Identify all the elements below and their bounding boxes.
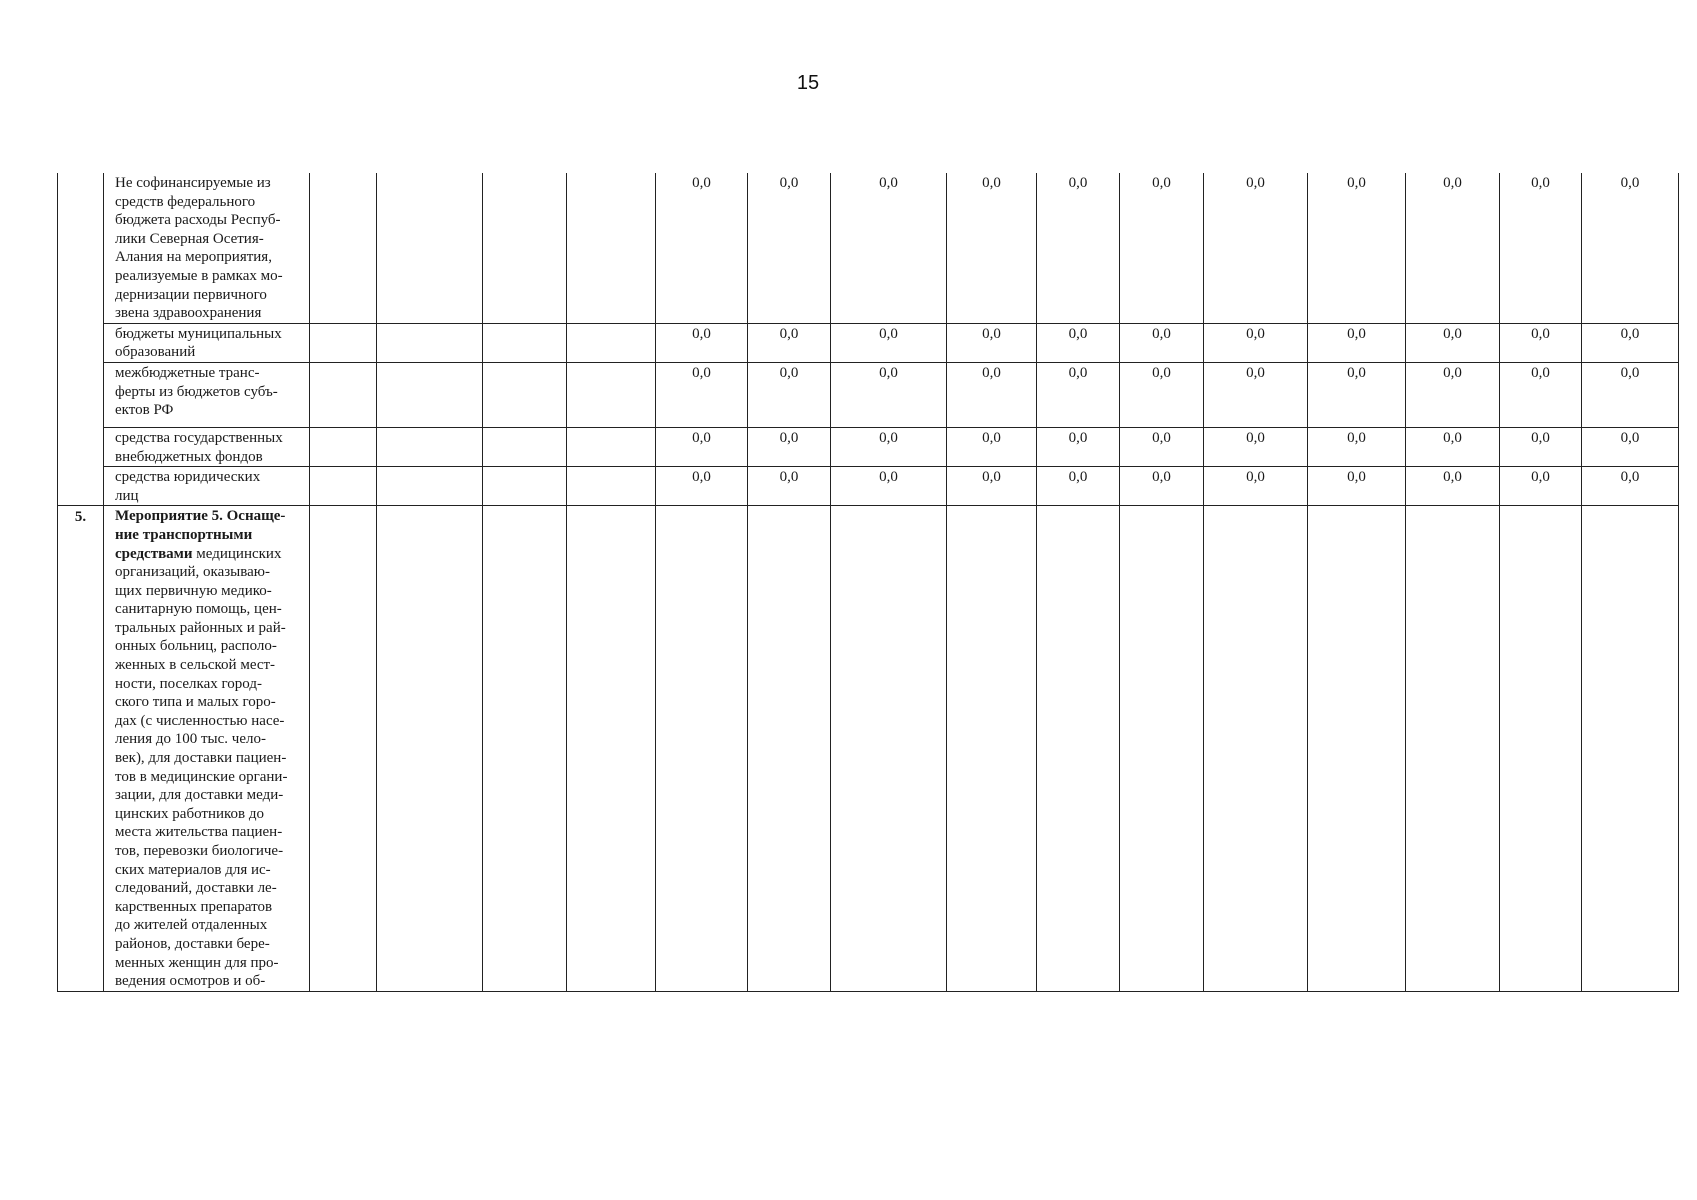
label-line: лиц <box>115 487 139 504</box>
value-cell: 0,0 <box>1308 467 1406 506</box>
label-line: средства государственных <box>115 429 283 446</box>
value-cell: 0,0 <box>1037 323 1120 362</box>
value-cell: 0,0 <box>1204 173 1308 323</box>
empty-cell <box>310 427 377 466</box>
text: онных больниц, располо- <box>115 638 277 655</box>
text: щих первичную медико- <box>115 582 272 599</box>
label-line: образований <box>115 344 196 361</box>
value-cell: 0,0 <box>1500 173 1582 323</box>
empty-cell <box>1120 506 1204 991</box>
empty-cell <box>377 427 483 466</box>
empty-cell <box>483 323 567 362</box>
label-line: ферты из бюджетов субъ- <box>115 383 278 400</box>
description-line <box>115 768 304 787</box>
bold-text: Мероприятие 5. Оснаще- <box>115 508 286 525</box>
description-line <box>115 656 304 675</box>
value-cell: 0,0 <box>831 323 947 362</box>
funding-source-label <box>104 362 310 427</box>
value-cell: 0,0 <box>947 173 1037 323</box>
label-line: Не софинансируемые из <box>115 175 271 191</box>
label-line: ектов РФ <box>115 402 174 419</box>
empty-cell <box>483 467 567 506</box>
text: зации, для доставки меди- <box>115 787 284 804</box>
empty-cell <box>377 467 483 506</box>
value-cell: 0,0 <box>1204 323 1308 362</box>
value-cell: 0,0 <box>1406 467 1500 506</box>
empty-cell <box>310 362 377 427</box>
value-cell: 0,0 <box>1037 362 1120 427</box>
table-row <box>58 362 1679 427</box>
empty-cell <box>310 173 377 323</box>
row-number-cell <box>58 362 104 427</box>
value-cell: 0,0 <box>1204 467 1308 506</box>
value-cell: 0,0 <box>1406 427 1500 466</box>
value-cell: 0,0 <box>947 427 1037 466</box>
value-cell: 0,0 <box>947 323 1037 362</box>
financing-table <box>57 173 1679 992</box>
value-cell: 0,0 <box>1500 323 1582 362</box>
text: ведения осмотров и об- <box>115 973 266 990</box>
value-cell: 0,0 <box>1308 173 1406 323</box>
value-cell: 0,0 <box>1500 467 1582 506</box>
description-line <box>115 582 304 601</box>
value-cell: 0,0 <box>1582 173 1679 323</box>
text: ности, поселках город- <box>115 675 262 692</box>
text: медицинских <box>192 545 282 562</box>
value-cell: 0,0 <box>656 427 748 466</box>
description-line <box>115 823 304 842</box>
description-line <box>115 600 304 619</box>
text: следований, доставки ле- <box>115 880 277 897</box>
value-cell: 0,0 <box>1037 173 1120 323</box>
measure-5-row <box>58 506 1679 991</box>
description-line <box>115 545 304 564</box>
text: тов, перевозки биологиче- <box>115 843 284 859</box>
empty-cell <box>947 506 1037 991</box>
value-cell: 0,0 <box>748 362 831 427</box>
table-row <box>58 323 1679 362</box>
empty-cell <box>831 506 947 991</box>
row-number-cell <box>58 323 104 362</box>
label-line: бюджета расходы Респуб- <box>115 212 281 229</box>
empty-cell <box>1500 506 1582 991</box>
value-cell: 0,0 <box>1120 173 1204 323</box>
description-line <box>115 805 304 824</box>
empty-cell <box>310 467 377 506</box>
bold-text: ние транспортными <box>115 526 253 543</box>
value-cell: 0,0 <box>656 362 748 427</box>
value-cell: 0,0 <box>1204 362 1308 427</box>
value-cell: 0,0 <box>1582 323 1679 362</box>
text: места жительства пациен- <box>115 824 283 841</box>
empty-cell <box>377 323 483 362</box>
description-line <box>115 749 304 768</box>
label-line: внебюджетных фондов <box>115 448 263 465</box>
text: ских материалов для ис- <box>115 861 271 878</box>
description-line <box>115 879 304 898</box>
value-cell: 0,0 <box>1500 362 1582 427</box>
value-cell: 0,0 <box>1406 173 1500 323</box>
empty-cell <box>1204 506 1308 991</box>
description-line <box>115 954 304 973</box>
description-line <box>115 563 304 582</box>
description-line <box>115 730 304 749</box>
value-cell: 0,0 <box>1406 362 1500 427</box>
description-line <box>115 935 304 954</box>
value-cell: 0,0 <box>1308 362 1406 427</box>
value-cell: 0,0 <box>1037 467 1120 506</box>
text: менных женщин для про- <box>115 954 279 971</box>
empty-cell <box>483 506 567 991</box>
text: районов, доставки бере- <box>115 935 270 952</box>
empty-cell <box>483 173 567 323</box>
table-row <box>58 173 1679 323</box>
row-number-cell <box>58 427 104 466</box>
empty-cell <box>377 173 483 323</box>
text: карственных препаратов <box>115 898 273 915</box>
value-cell: 0,0 <box>1582 362 1679 427</box>
empty-cell <box>310 506 377 991</box>
text: ского типа и малых горо- <box>115 694 276 711</box>
value-cell: 0,0 <box>656 173 748 323</box>
empty-cell <box>1582 506 1679 991</box>
label-line: межбюджетные транс- <box>115 364 260 381</box>
table-row <box>58 467 1679 506</box>
empty-cell <box>1406 506 1500 991</box>
label-line: дернизации первичного <box>115 286 267 303</box>
value-cell: 0,0 <box>1308 427 1406 466</box>
text: век), для доставки пациен- <box>115 750 287 767</box>
empty-cell <box>310 323 377 362</box>
funding-source-label <box>104 173 310 323</box>
label-line: Алания на мероприятия, <box>115 249 272 266</box>
funding-source-label <box>104 467 310 506</box>
value-cell: 0,0 <box>1308 323 1406 362</box>
value-cell: 0,0 <box>831 427 947 466</box>
value-cell: 0,0 <box>1500 427 1582 466</box>
value-cell: 0,0 <box>748 427 831 466</box>
empty-cell <box>748 506 831 991</box>
description-line <box>115 675 304 694</box>
description-line <box>115 526 304 545</box>
text: санитарную помощь, цен- <box>115 601 282 618</box>
value-cell: 0,0 <box>656 323 748 362</box>
empty-cell <box>656 506 748 991</box>
description-line <box>115 972 304 991</box>
empty-cell <box>483 362 567 427</box>
description-line <box>115 861 304 880</box>
label-line: реализуемые в рамках мо- <box>115 267 283 284</box>
text: до жителей отдаленных <box>115 917 268 934</box>
value-cell: 0,0 <box>1204 427 1308 466</box>
description-line <box>115 637 304 656</box>
label-line: средств федерального <box>115 193 256 210</box>
description-line <box>115 842 304 861</box>
value-cell: 0,0 <box>1406 323 1500 362</box>
text: тов в медицинские органи- <box>115 768 288 785</box>
label-line: средства юридических <box>115 469 261 486</box>
value-cell: 0,0 <box>1120 427 1204 466</box>
label-line: бюджеты муниципальных <box>115 325 282 342</box>
measure-5-description <box>104 506 310 991</box>
empty-cell <box>567 506 656 991</box>
value-cell: 0,0 <box>831 362 947 427</box>
description-line <box>115 786 304 805</box>
text: дах (с численностью насе- <box>115 712 285 729</box>
empty-cell <box>377 506 483 991</box>
text: женных в сельской мест- <box>115 657 276 674</box>
value-cell: 0,0 <box>1120 323 1204 362</box>
value-cell: 0,0 <box>656 467 748 506</box>
value-cell: 0,0 <box>1037 427 1120 466</box>
value-cell: 0,0 <box>748 323 831 362</box>
value-cell: 0,0 <box>831 173 947 323</box>
value-cell: 0,0 <box>947 362 1037 427</box>
label-line: лики Северная Осетия- <box>115 230 264 247</box>
table-row <box>58 427 1679 466</box>
text: тральных районных и рай- <box>115 619 286 636</box>
empty-cell <box>567 427 656 466</box>
empty-cell <box>1308 506 1406 991</box>
value-cell: 0,0 <box>748 173 831 323</box>
value-cell: 0,0 <box>1120 467 1204 506</box>
empty-cell <box>567 362 656 427</box>
empty-cell <box>1037 506 1120 991</box>
description-line <box>115 619 304 638</box>
description-line <box>115 712 304 731</box>
value-cell: 0,0 <box>748 467 831 506</box>
page-number: 15 <box>796 72 820 94</box>
description-line <box>115 693 304 712</box>
value-cell: 0,0 <box>947 467 1037 506</box>
empty-cell <box>483 427 567 466</box>
row-number-cell <box>58 467 104 506</box>
description-line <box>115 507 304 526</box>
description-line <box>115 916 304 935</box>
description-line <box>115 898 304 917</box>
value-cell: 0,0 <box>1120 362 1204 427</box>
funding-source-label <box>104 323 310 362</box>
value-cell: 0,0 <box>1582 467 1679 506</box>
empty-cell <box>567 467 656 506</box>
funding-source-label <box>104 427 310 466</box>
row-number-cell <box>58 173 104 323</box>
bold-text: средствами <box>115 545 193 562</box>
text: цинских работников до <box>115 805 264 822</box>
empty-cell <box>567 173 656 323</box>
text: организаций, оказываю- <box>115 564 270 581</box>
measure-number: 5. <box>58 506 104 991</box>
label-line: звена здравоохранения <box>115 305 262 322</box>
value-cell: 0,0 <box>1582 427 1679 466</box>
value-cell: 0,0 <box>831 467 947 506</box>
empty-cell <box>377 362 483 427</box>
empty-cell <box>567 323 656 362</box>
text: ления до 100 тыс. чело- <box>115 731 266 748</box>
